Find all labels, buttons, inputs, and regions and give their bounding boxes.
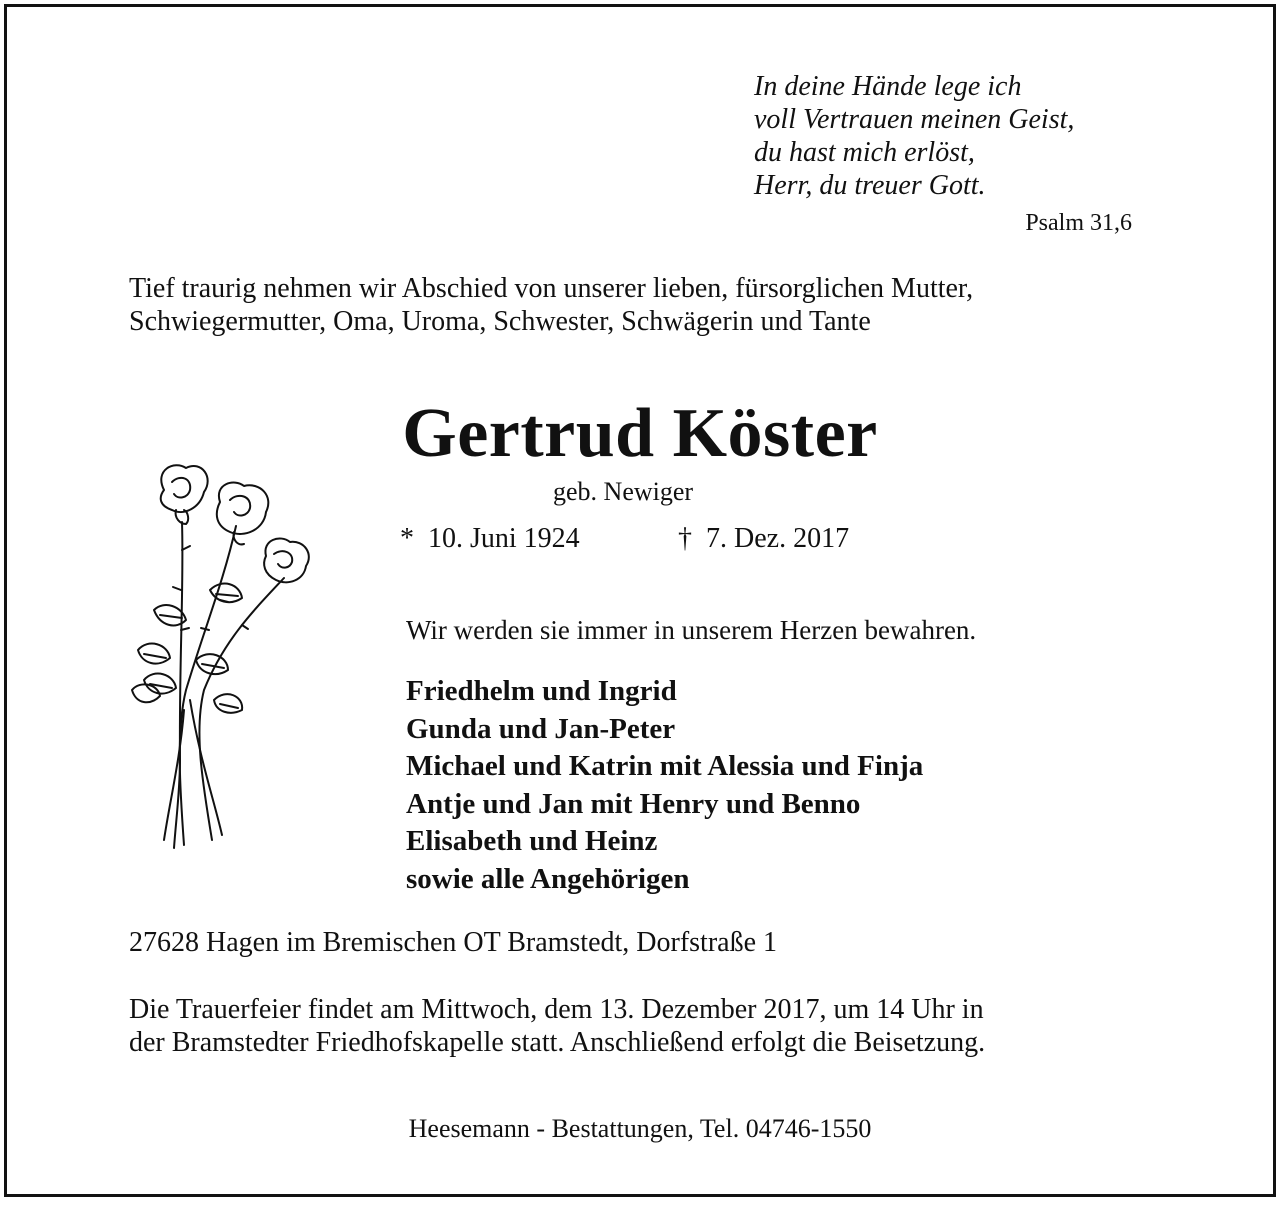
- roses-bouquet-icon: [124, 460, 324, 860]
- birth-date-line: [400, 523, 580, 555]
- mourner-line: Elisabeth und Heinz: [406, 825, 658, 857]
- tagline: Wir werden sie immer in unserem Herzen bewahren.: [406, 615, 977, 645]
- verse-reference: Psalm 31,6: [1025, 210, 1132, 236]
- address: 27628 Hagen im Bremischen OT Bramstedt, Dorfstraße 1: [129, 927, 778, 958]
- deceased-name: Gertrud Köster: [402, 395, 878, 472]
- verse-line: In deine Hände lege ich: [754, 71, 1022, 102]
- intro-text: [129, 272, 973, 338]
- mourner-line: Friedhelm und Ingrid: [406, 675, 677, 707]
- death-date-line: [678, 523, 849, 555]
- death-cross-icon: †: [678, 523, 692, 554]
- bible-verse: [754, 70, 1074, 202]
- mourner-line: Antje und Jan mit Henry und Benno: [406, 787, 861, 820]
- intro-line: Schwiegermutter, Oma, Uroma, Schwester, Schwägerin und Tante: [129, 306, 871, 337]
- service-line: der Bramstedter Friedhofskapelle statt. Anschließend erfolgt die Beisetzung.: [129, 1027, 986, 1058]
- mourner-line: Michael und Katrin mit Alessia und Finja: [406, 750, 924, 782]
- verse-line: du hast mich erlöst,: [754, 137, 975, 168]
- verse-line: Herr, du treuer Gott.: [754, 170, 986, 201]
- service-line: Die Trauerfeier findet am Mittwoch, dem 13. Dezember 2017, um 14 Uhr in: [129, 994, 984, 1025]
- birth-star-icon: *: [400, 523, 414, 554]
- maiden-name: geb. Newiger: [553, 477, 694, 506]
- intro-line: Tief traurig nehmen wir Abschied von unserer lieben, fürsorglichen Mutter,: [129, 273, 974, 304]
- verse-line: voll Vertrauen meinen Geist,: [754, 104, 1075, 135]
- death-date: 7. Dez. 2017: [706, 523, 850, 554]
- mourner-line: Gunda und Jan-Peter: [406, 712, 676, 745]
- birth-date: 10. Juni 1924: [428, 523, 580, 554]
- mourners-list: [406, 673, 923, 898]
- mourner-line: sowie alle Angehörigen: [406, 862, 690, 895]
- undertaker-contact: Heesemann - Bestattungen, Tel. 04746-1550: [408, 1114, 872, 1143]
- service-info: [129, 993, 985, 1059]
